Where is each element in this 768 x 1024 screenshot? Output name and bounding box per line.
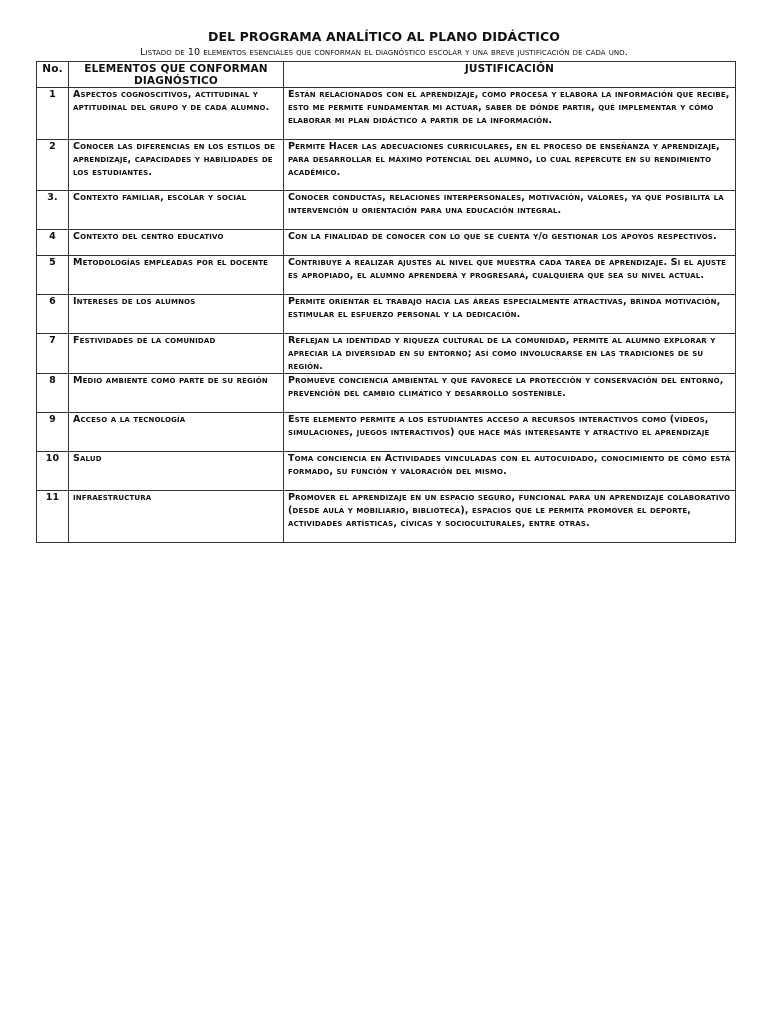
table-row (37, 88, 736, 140)
row-justificacion: Reflejan la identidad y riqueza cultural de la comunidad, permite al alumno explorar y apreciar la diversidad en su entorno; así como involucrarse en las tradiciones de su región. (284, 334, 736, 374)
row-justificacion: Conocer conductas, relaciones interpersonales, motivación, valores, ya que posibilita la intervención u orientación para una educación integral. (284, 191, 736, 230)
table-row (37, 140, 736, 191)
row-elemento: Contexto del centro educativo (69, 230, 284, 256)
row-elemento: Festividades de la comunidad (69, 334, 284, 374)
table-row (37, 334, 736, 374)
diagnostic-table (36, 61, 736, 543)
document-subtitle: Listado de 10 elementos esenciales que conforman el diagnóstico escolar y una breve justificación de cada uno. (140, 47, 628, 58)
row-number: 9 (37, 413, 69, 452)
row-justificacion: Con la finalidad de conocer con lo que se cuenta y/o gestionar los apoyos respectivos. (284, 230, 736, 256)
header-justificacion: JUSTIFICACIÓN (284, 62, 736, 88)
header-no: No. (37, 62, 69, 88)
document-title: DEL PROGRAMA ANALÍTICO AL PLANO DIDÁCTICO (208, 29, 560, 44)
row-number: 1 (37, 88, 69, 140)
table-row (37, 491, 736, 543)
row-number: 10 (37, 452, 69, 491)
row-number: 7 (37, 334, 69, 374)
row-number: 11 (37, 491, 69, 543)
table-row (37, 256, 736, 295)
row-elemento: Aspectos cognoscitivos, actitudinal y aptitudinal del grupo y de cada alumno. (69, 88, 284, 140)
row-justificacion: Promover el aprendizaje en un espacio seguro, funcional para un aprendizaje colaborativo (desde aula y mobiliario, biblioteca), espacios que le permita promover el deporte, actividades artísticas, cívicas y socioculturales, entre otras. (284, 491, 736, 543)
row-justificacion: Promueve conciencia ambiental y que favorece la protección y conservación del entorno, prevención del cambio climático y desarrollo sostenible. (284, 374, 736, 413)
table-row (37, 191, 736, 230)
row-elemento: Salud (69, 452, 284, 491)
row-justificacion: Permite orientar el trabajo hacia las áreas especialmente atractivas, brinda motivación, estimular el esfuerzo personal y la dedicación. (284, 295, 736, 334)
row-elemento: Conocer las diferencias en los estilos de aprendizaje, capacidades y habilidades de los estudiantes. (69, 140, 284, 191)
table-header-row (37, 62, 736, 88)
row-number: 8 (37, 374, 69, 413)
row-elemento: Medio ambiente como parte de su región (69, 374, 284, 413)
row-elemento: Metodologías empleadas por el docente (69, 256, 284, 295)
row-number: 5 (37, 256, 69, 295)
table-row (37, 452, 736, 491)
table-row (37, 374, 736, 413)
row-elemento: Contexto familiar, escolar y social (69, 191, 284, 230)
row-elemento: Acceso a la tecnología (69, 413, 284, 452)
table-row (37, 413, 736, 452)
row-justificacion: Contribuye a realizar ajustes al nivel que muestra cada tarea de aprendizaje. Si el ajuste es apropiado, el alumno aprenderá y progresará, cualquiera que sea su nivel actual. (284, 256, 736, 295)
row-number: 6 (37, 295, 69, 334)
header-elementos: ELEMENTOS QUE CONFORMAN DIAGNÓSTICO (69, 62, 284, 88)
row-elemento: infraestructura (69, 491, 284, 543)
table-row (37, 295, 736, 334)
row-number: 4 (37, 230, 69, 256)
table-row (37, 230, 736, 256)
row-justificacion: Están relacionados con el aprendizaje, como procesa y elabora la información que recibe, esto me permite fundamentar mi actuar, saber de dónde partir, qué implementar y cómo elaborar mi plan didáctico a partir de la información. (284, 88, 736, 140)
row-number: 2 (37, 140, 69, 191)
row-justificacion: Permite Hacer las adecuaciones curriculares, en el proceso de enseñanza y aprendizaje, para desarrollar el máximo potencial del alumno, lo cual repercute en su rendimiento académico. (284, 140, 736, 191)
row-number: 3. (37, 191, 69, 230)
row-elemento: Intereses de los alumnos (69, 295, 284, 334)
row-justificacion: Este elemento permite a los estudiantes acceso a recursos interactivos como (vídeos, simulaciones, juegos interactivos) que hace más interesante y atractivo el aprendizaje (284, 413, 736, 452)
row-justificacion: Toma conciencia en Actividades vinculadas con el autocuidado, conocimiento de cómo está formado, su función y valoración del mismo. (284, 452, 736, 491)
